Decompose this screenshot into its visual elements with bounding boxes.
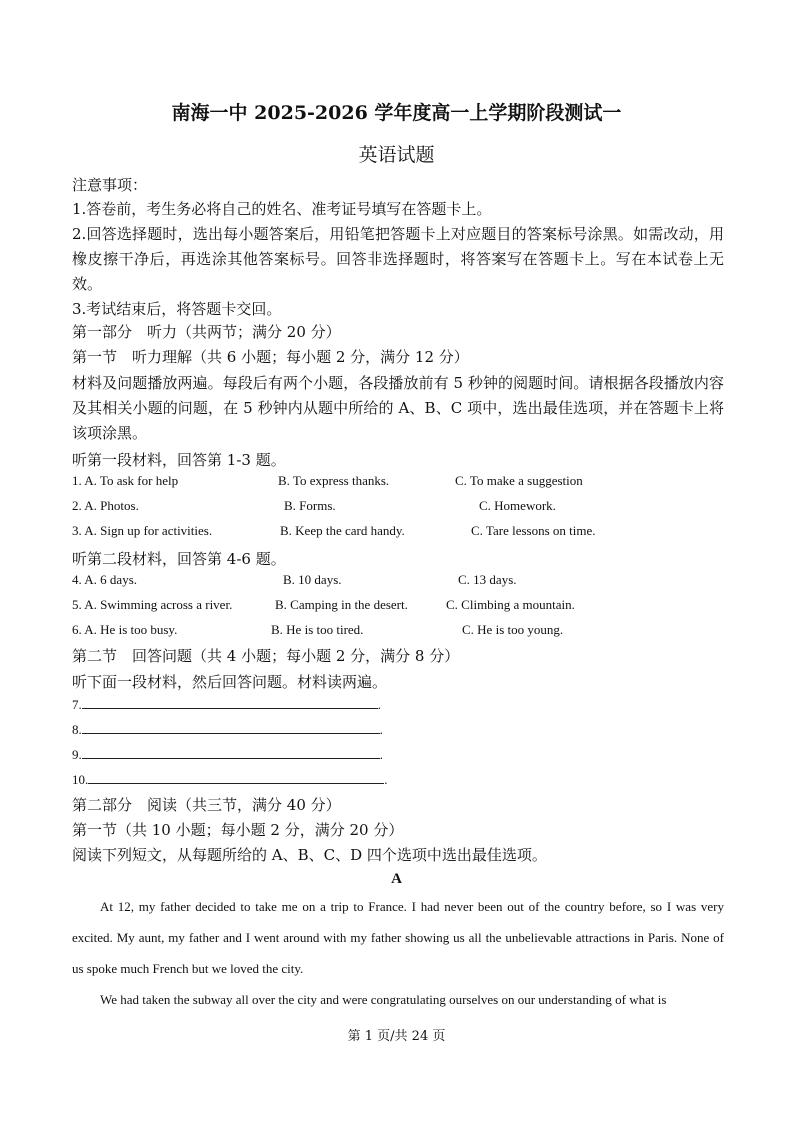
- q4-option-c: C. 13 days.: [458, 572, 517, 587]
- q1-option-c: C. To make a suggestion: [455, 473, 583, 488]
- part1-section2-heading: 第二节 回答问题（共 4 小题；每小题 2 分，满分 8 分）: [72, 647, 460, 665]
- q2-option-a: 2. A. Photos.: [72, 498, 139, 513]
- answer-number-8: 8.: [72, 722, 82, 737]
- answer-blank-7[interactable]: [82, 696, 378, 709]
- answer-number-10: 10.: [72, 772, 89, 787]
- part2-heading: 第二部分 阅读（共三节，满分 40 分）: [72, 796, 341, 814]
- q5-option-a: 5. A. Swimming across a river.: [72, 597, 233, 612]
- answer-line-9: 9. .: [72, 747, 383, 762]
- q6-option-b: B. He is too tired.: [271, 622, 364, 637]
- part1-heading: 第一部分 听力（共两节；满分 20 分）: [72, 323, 341, 341]
- q6-option-c: C. He is too young.: [462, 622, 564, 637]
- q1-option-a: 1. A. To ask for help: [72, 473, 179, 488]
- passage-label: A: [391, 871, 402, 887]
- q5-option-c: C. Climbing a mountain.: [446, 597, 575, 612]
- page-footer: 第 1 页/共 24 页: [347, 1029, 446, 1044]
- q5-option-b: B. Camping in the desert.: [275, 597, 408, 612]
- passage-paragraph-2: We had taken the subway all over the city and were congratulating ourselves on our understanding of what is: [100, 992, 667, 1007]
- answer-line-8: 8. .: [72, 722, 383, 737]
- q2-option-c: C. Homework.: [479, 498, 556, 513]
- part2-instructions: 阅读下列短文，从每题所给的 A、B、C、D 四个选项中选出最佳选项。: [72, 846, 547, 864]
- answer-blank-9[interactable]: [82, 746, 380, 759]
- exam-title: 南海一中 2025-2026 学年度高一上学期阶段测试一: [171, 102, 622, 124]
- q3-option-c: C. Tare lessons on time.: [471, 523, 596, 538]
- note-item-3: 3.考试结束后，将答题卡交回。: [72, 300, 282, 318]
- segment1-label: 听第一段材料，回答第 1-3 题。: [72, 451, 286, 469]
- q4-option-b: B. 10 days.: [283, 572, 342, 587]
- segment2-label: 听第二段材料，回答第 4-6 题。: [72, 550, 286, 568]
- part1-section1-heading: 第一节 听力理解（共 6 小题；每小题 2 分，满分 12 分）: [72, 348, 469, 366]
- answer-number-7: 7.: [72, 697, 82, 712]
- part2-section1-heading: 第一节（共 10 小题；每小题 2 分，满分 20 分）: [72, 821, 404, 839]
- answer-blank-10[interactable]: [88, 771, 384, 784]
- part1-section2-instructions: 听下面一段材料，然后回答问题。材料读两遍。: [72, 673, 388, 691]
- passage-paragraph-1: At 12, my father decided to take me on a trip to France. I had never been out of the country before, so I was very excited. My aunt, my father and I went around with my father showing us all the unbelievable attractions in Paris. None of us spoke much French but we loved the city.: [72, 899, 724, 976]
- note-item-2: 2.回答选择题时，选出每小题答案后，用铅笔把答题卡上对应题目的答案标号涂黑。如需改动，用橡皮擦干净后，再选涂其他答案标号。回答非选择题时，将答案写在答题卡上。写在本试卷上无效。: [72, 225, 724, 293]
- exam-subtitle: 英语试题: [358, 144, 435, 166]
- notes-heading: 注意事项：: [72, 176, 148, 194]
- note-item-1: 1.答卷前，考生务必将自己的姓名、准考证号填写在答题卡上。: [72, 200, 492, 218]
- q3-option-b: B. Keep the card handy.: [280, 523, 405, 538]
- answer-line-7: 7. .: [72, 697, 381, 712]
- answer-line-10: 10. .: [72, 772, 388, 787]
- q4-option-a: 4. A. 6 days.: [72, 572, 137, 587]
- q3-option-a: 3. A. Sign up for activities.: [72, 523, 213, 538]
- answer-blank-8[interactable]: [82, 721, 380, 734]
- part1-instructions: 材料及问题播放两遍。每段后有两个小题，各段播放前有 5 秒钟的阅题时间。请根据各段播放内容及其相关小题的问题，在 5 秒钟内从题中所给的 A、B、C 项中，选出最佳选项，并在答题卡上将该项涂黑。: [72, 374, 724, 442]
- q6-option-a: 6. A. He is too busy.: [72, 622, 178, 637]
- answer-number-9: 9.: [72, 747, 82, 762]
- q1-option-b: B. To express thanks.: [278, 473, 390, 488]
- q2-option-b: B. Forms.: [284, 498, 336, 513]
